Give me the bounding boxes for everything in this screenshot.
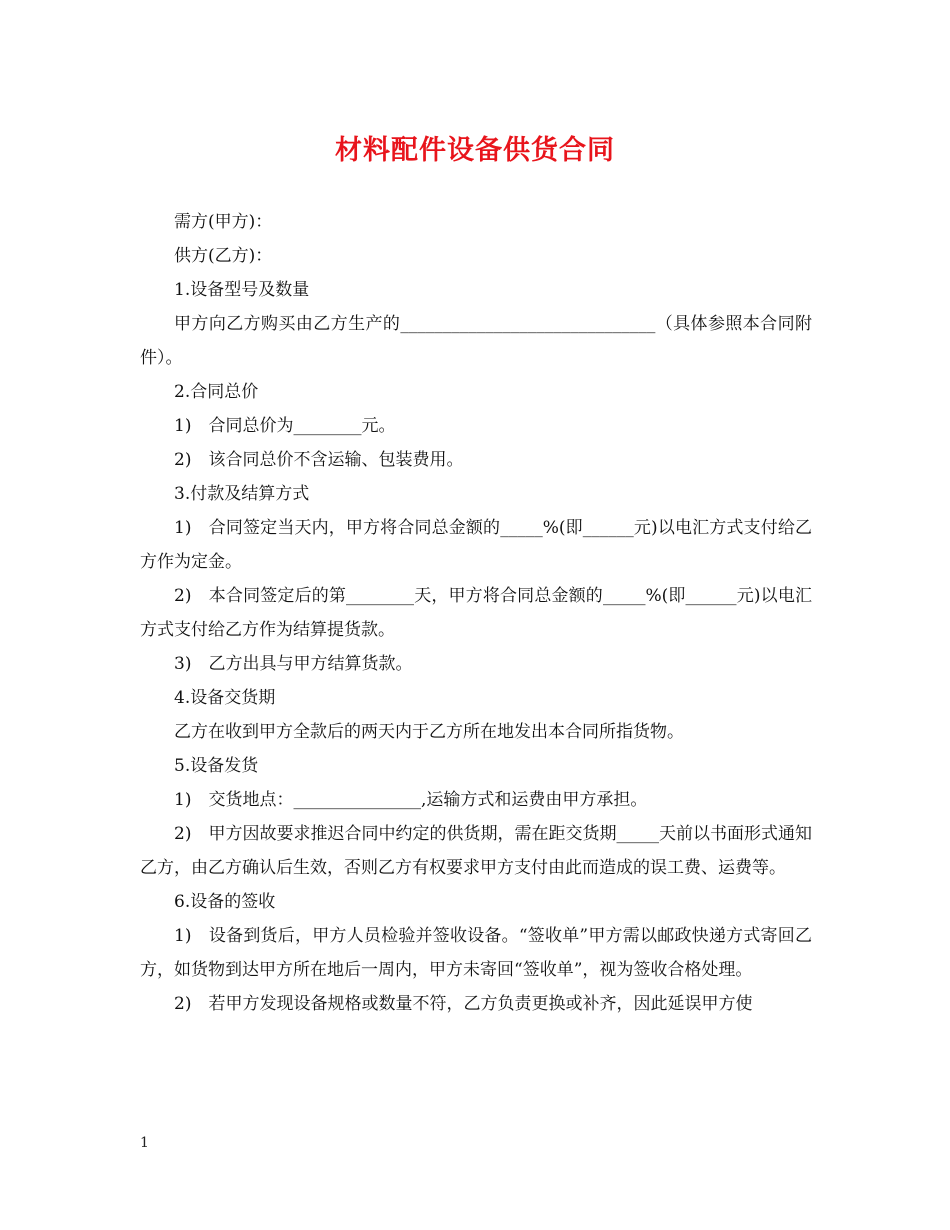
section-heading: 1.设备型号及数量: [174, 280, 310, 300]
paragraph: 2) 若甲方发现设备规格或数量不符，乙方负责更换或补齐，因此延误甲方使: [174, 994, 753, 1014]
document-body: [140, 205, 812, 1021]
paragraph: 1) 交货地点：_______________,运输方式和运费由甲方承担。: [174, 790, 648, 810]
paragraph: 1) 合同签定当天内，甲方将合同总金额的_____%(即______元)以电汇方式支付给乙方作为定金。: [140, 518, 812, 572]
paragraph: 2) 甲方因故要求推迟合同中约定的供货期，需在距交货期_____天前以书面形式通知乙方，由乙方确认后生效，否则乙方有权要求甲方支付由此而造成的误工费、运费等。: [140, 824, 812, 878]
paragraph: 乙方在收到甲方全款后的两天内于乙方所在地发出本合同所指货物。: [174, 722, 684, 742]
paragraph: 2) 本合同签定后的第________天，甲方将合同总金额的_____%(即______元)以电汇方式支付给乙方作为结算提货款。: [140, 586, 812, 640]
paragraph: 1) 合同总价为________元。: [174, 416, 396, 436]
page-number: 1: [140, 1135, 149, 1151]
section-heading: 3.付款及结算方式: [174, 484, 310, 504]
paragraph: 1) 设备到货后，甲方人员检验并签收设备。“签收单”甲方需以邮政快递方式寄回乙方，如货物到达甲方所在地后一周内，甲方未寄回“签收单”，视为签收合格处理。: [140, 926, 812, 980]
paragraph: 需方(甲方)：: [174, 212, 273, 232]
section-heading: 2.合同总价: [174, 382, 259, 402]
document-title: 材料配件设备供货合同: [335, 135, 615, 166]
paragraph: 3) 乙方出具与甲方结算货款。: [174, 654, 413, 674]
section-heading: 4.设备交货期: [174, 688, 276, 708]
paragraph: 供方(乙方)：: [174, 246, 273, 266]
section-heading: 6.设备的签收: [174, 892, 276, 912]
section-heading: 5.设备发货: [174, 756, 259, 776]
paragraph: 甲方向乙方购买由乙方生产的______________________________（具体参照本合同附件）。: [140, 314, 812, 368]
paragraph: 2) 该合同总价不含运输、包装费用。: [174, 450, 464, 470]
